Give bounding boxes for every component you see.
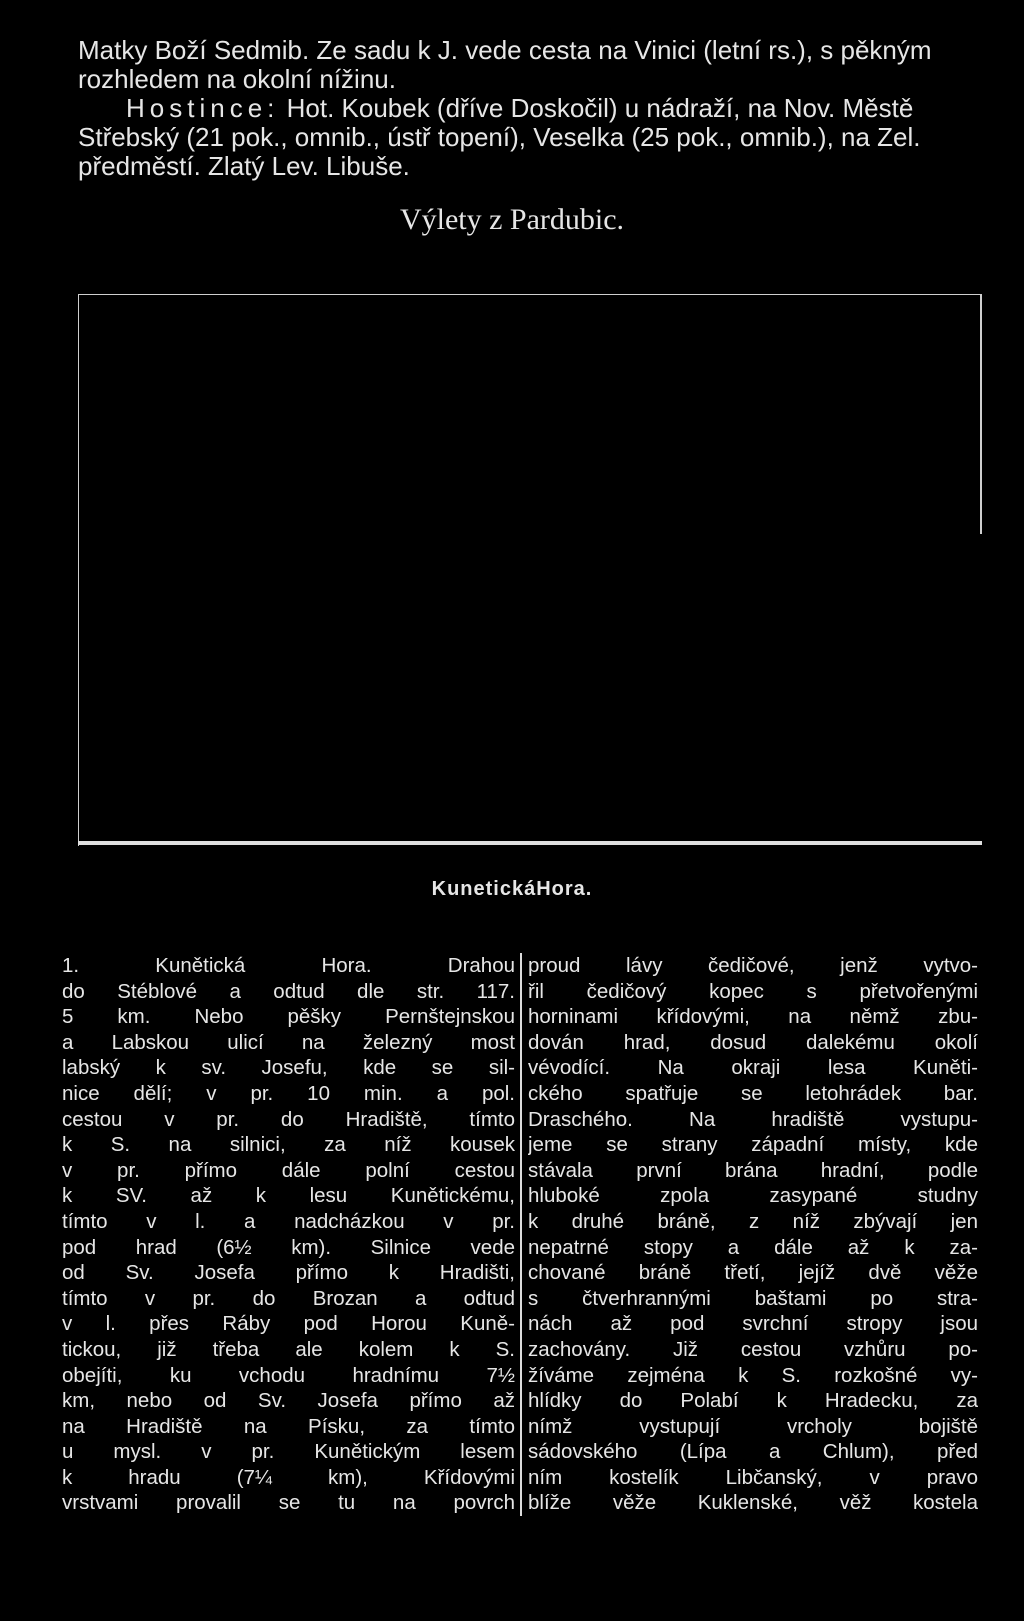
right-column-line: nepatrné stopy a dále až k za- [528, 1235, 978, 1259]
left-column-line: nice dělí; v pr. 10 min. a pol. [62, 1081, 515, 1105]
right-column-line: horninami křídovými, na němž zbu- [528, 1005, 978, 1029]
right-column-line: žíváme zejména k S. rozkošné vy- [528, 1363, 978, 1387]
left-column-line: 1. Kunětická Hora. Drahou [62, 954, 515, 977]
right-column-line: stávala první brána hradní, podle [528, 1158, 978, 1182]
hostince-list: Hot. Koubek (dříve Doskočil) u nádraží, na Nov. Městě Střebský (21 pok., omnib., ústř topení), Veselka (25 pok., omnib.), na Zel. předměstí. Zlatý Lev. Libuše. [78, 93, 921, 181]
left-column [62, 953, 522, 1516]
left-column-line: do Stéblové a odtud dle str. 117. [62, 979, 515, 1003]
right-column-line: ním kostelík Libčanský, v pravo [528, 1465, 978, 1489]
left-column-line: v pr. přímo dále polní cestou [62, 1158, 515, 1182]
right-column-line: hlídky do Polabí k Hradecku, za [528, 1389, 978, 1413]
right-column [522, 953, 978, 1516]
photo-caption: KunetickáHora. [431, 878, 593, 900]
left-column-line: vrstvami provalil se tu na povrch [62, 1491, 515, 1515]
left-column-line: od Sv. Josefa přímo k Hradišti, [62, 1261, 515, 1285]
left-column-line: na Hradiště na Písku, za tímto [62, 1414, 515, 1438]
right-column-line: s čtverhrannými baštami po stra- [528, 1286, 978, 1310]
left-column-line: 5 km. Nebo pěšky Pernštejnskou [62, 1005, 515, 1029]
left-column-line: obejíti, ku vchodu hradnímu 7½ [62, 1363, 515, 1387]
right-column-line: sádovského (Lípa a Chlum), před [528, 1440, 978, 1464]
left-column-line: a Labskou ulicí na železný most [62, 1030, 515, 1054]
right-column-line: nímž vystupují vrcholy bojiště [528, 1414, 978, 1438]
right-column-line: ckého spatřuje se letohrádek bar. [528, 1081, 978, 1105]
right-column-line: dován hrad, dosud dalekému okolí [528, 1030, 978, 1054]
left-column-line: cestou v pr. do Hradiště, tímto [62, 1107, 515, 1131]
section-heading: Výlety z Pardubic. [399, 203, 625, 236]
left-column-line: k S. na silnici, za níž kousek [62, 1133, 515, 1157]
right-column-line: vévodící. Na okraji lesa Kuněti- [528, 1056, 978, 1080]
photo-frame [78, 294, 982, 846]
left-column-line: pod hrad (6½ km). Silnice vede [62, 1235, 515, 1259]
right-column-line: řil čedičový kopec s přetvořenými [528, 979, 978, 1003]
left-column-line: tímto v pr. do Brozan a odtud [62, 1286, 515, 1310]
photo-kuneticka-hora [78, 294, 982, 846]
left-column-line: k SV. až k lesu Kunětickému, [62, 1184, 515, 1208]
right-column-line: Draschého. Na hradiště vystupu- [528, 1107, 978, 1131]
left-column-line: labský k sv. Josefu, kde se sil- [62, 1056, 515, 1080]
left-column-line: u mysl. v pr. Kunětickým lesem [62, 1440, 515, 1464]
left-column-line: v l. přes Ráby pod Horou Kuně- [62, 1312, 515, 1336]
right-column-line: proud lávy čedičové, jenž vytvo- [528, 954, 978, 977]
right-column-line: k druhé bráně, z níž zbývají jen [528, 1209, 978, 1233]
body-columns [62, 953, 982, 1516]
intro-paragraph-1: Matky Boží Sedmib. Ze sadu k J. vede cesta na Vinici (letní rs.), s pěkným rozhledem na okolní nížinu. [78, 35, 932, 94]
right-column-line: zachovány. Již cestou vzhůru po- [528, 1337, 978, 1361]
left-column-line: km, nebo od Sv. Josefa přímo až [62, 1389, 515, 1413]
left-column-line: tímto v l. a nadcházkou v pr. [62, 1209, 515, 1233]
right-column-line: chované bráně třetí, jejíž dvě věže [528, 1261, 978, 1285]
hostince-label: Hostince: [126, 93, 280, 123]
right-column-line: blíže věže Kuklenské, věž kostela [528, 1491, 978, 1515]
right-column-line: nách až pod svrchní stropy jsou [528, 1312, 978, 1336]
right-column-line: jeme se strany západní místy, kde [528, 1133, 978, 1157]
left-column-line: tickou, již třeba ale kolem k S. [62, 1337, 515, 1361]
left-column-line: k hradu (7¼ km), Křídovými [62, 1465, 515, 1489]
intro-text [78, 36, 988, 181]
intro-paragraph-2 [78, 94, 988, 181]
right-column-line: hluboké zpola zasypané studny [528, 1184, 978, 1208]
